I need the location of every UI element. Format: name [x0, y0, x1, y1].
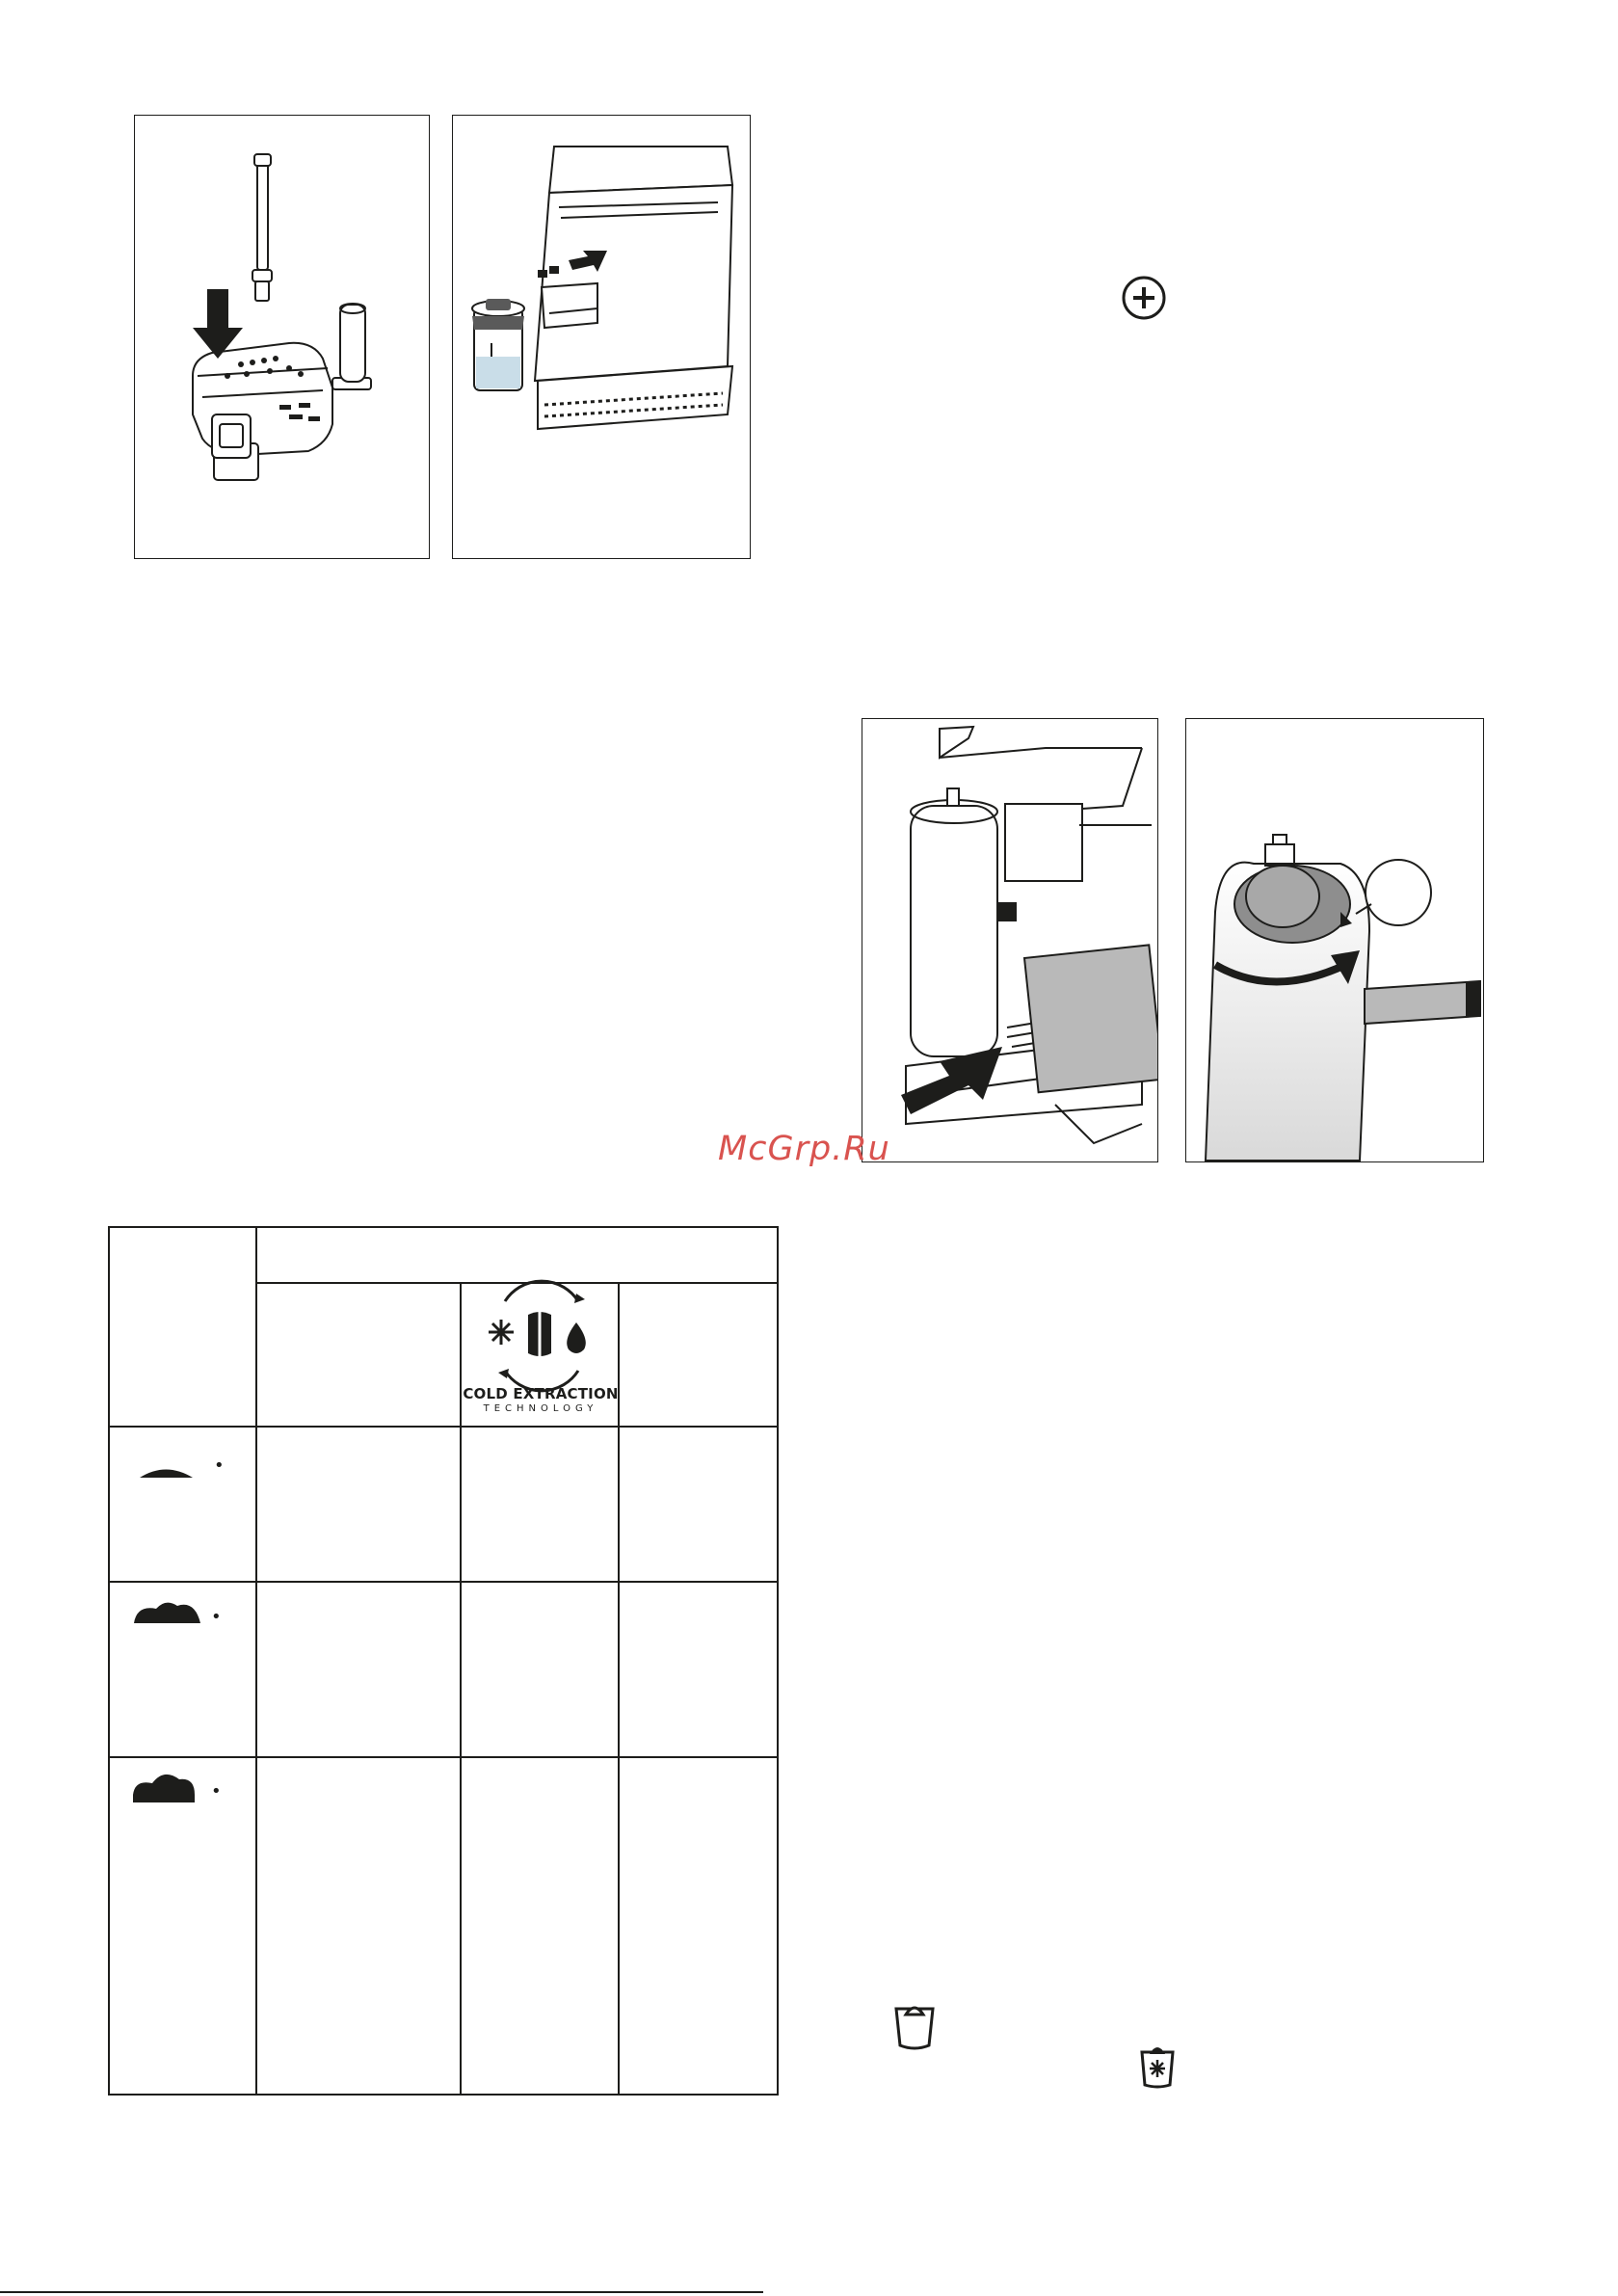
cup-icon	[890, 1997, 939, 2051]
watermark-text: McGrp.Ru	[718, 1130, 890, 1168]
milk-jug-attach-illustration	[453, 116, 750, 558]
footer-rule	[0, 2291, 763, 2293]
milk-knob-rotate-illustration	[1186, 719, 1483, 1161]
row-marker-large: •	[211, 1781, 222, 1802]
milk-tube-insert-illustration	[135, 116, 429, 558]
figure-knob-rotate	[1185, 718, 1484, 1162]
cold-brew-container-insert-illustration	[862, 719, 1157, 1161]
coffee-quantity-table	[108, 1226, 780, 2096]
cold-extraction-badge	[463, 1385, 619, 1414]
row-marker-small: •	[214, 1455, 225, 1476]
figure-milk-jug-attach	[452, 115, 751, 559]
plus-circle-icon	[1120, 274, 1168, 322]
large-cup-icon	[133, 1775, 195, 1802]
badge-line-1: COLD EXTRACTION	[463, 1385, 619, 1402]
row-marker-medium: •	[211, 1607, 222, 1627]
figure-container-insert	[862, 718, 1158, 1162]
cold-cup-icon	[1138, 2039, 1177, 2089]
small-cup-icon	[140, 1470, 193, 1479]
figure-milk-tube-insert	[134, 115, 430, 559]
medium-cup-icon	[134, 1603, 200, 1623]
badge-line-2: TECHNOLOGY	[483, 1403, 598, 1414]
